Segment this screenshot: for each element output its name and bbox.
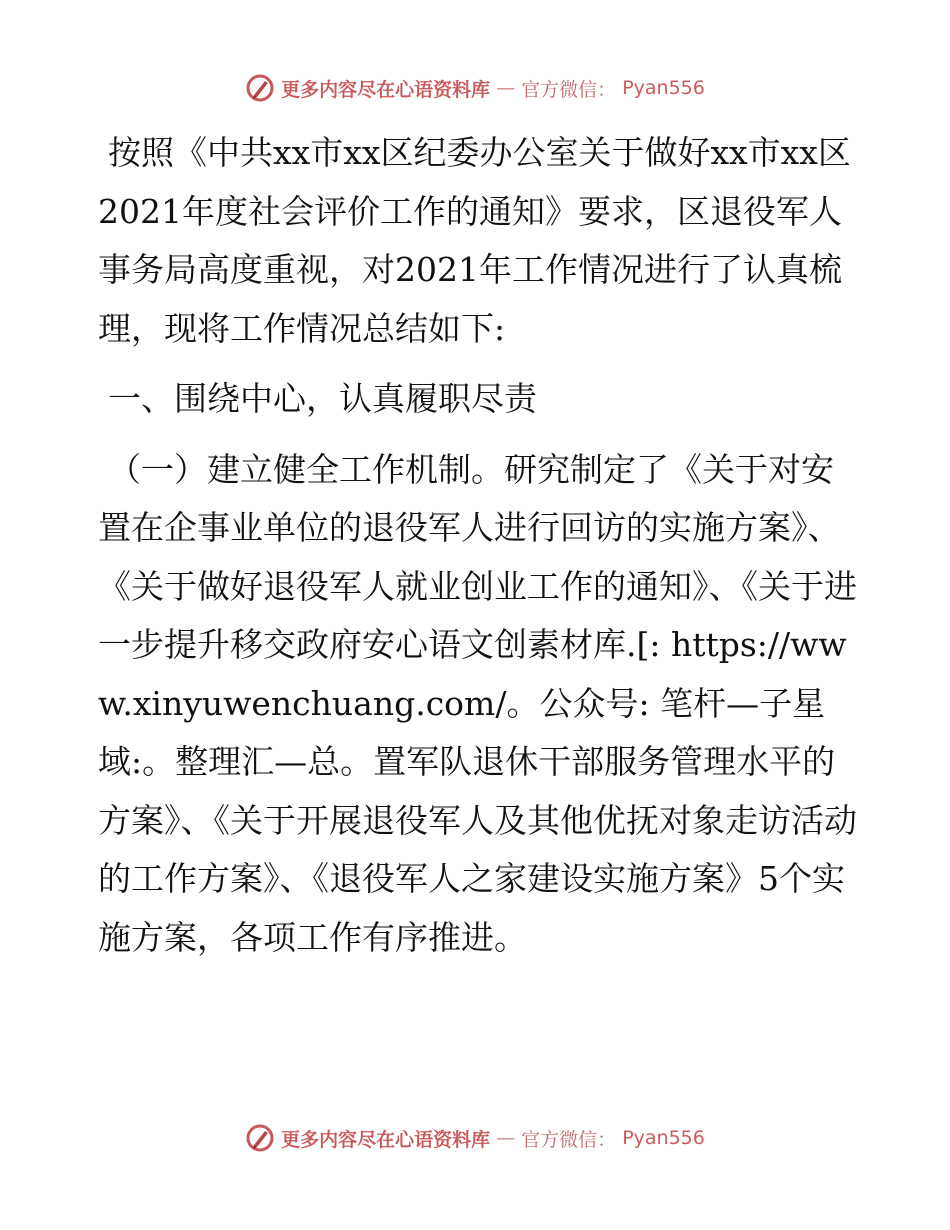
pen-logo-icon [245, 73, 275, 103]
watermark-wechat-id: Pyan556 [622, 1127, 705, 1149]
mechanism-paragraph: （一）建立健全工作机制。研究制定了《关于对安置在企事业单位的退役军人进行回访的实施方案》、《关于做好退役军人就业创业工作的通知》、《关于进一步提升移交政府安心语文创素材库.[: https://www.xinyuwenchuang.com/。公众号: 笔杆—子星域:。整理汇—总。置军队退休干部服务管理水平的方案》、《关于开展退役军人及其他优抚对象走访活动的工作方案》、《退役军人之家建设实施方案》5个实施方案，各项工作有序推进。 [98, 449, 857, 957]
watermark-label: 官方微信： [521, 1128, 617, 1151]
pen-logo-icon [245, 1123, 275, 1153]
document-body [98, 124, 858, 967]
footer-watermark [0, 1123, 950, 1153]
intro-paragraph: 按照《中共xx市xx区纪委办公室关于做好xx市xx区2021年度社会评价工作的通知》要求，区退役军人事务局高度重视，对2021年工作情况进行了认真梳理，现将工作情况总结如下: [98, 133, 851, 348]
watermark-separator: — [496, 77, 516, 99]
watermark-site: 更多内容尽在心语资料库 [281, 78, 491, 101]
watermark-label: 官方微信： [521, 78, 617, 101]
watermark-separator: — [496, 1127, 516, 1149]
watermark-wechat-id: Pyan556 [622, 77, 705, 99]
section-heading: 一、围绕中心，认真履职尽责 [108, 379, 537, 418]
header-watermark [0, 73, 950, 103]
watermark-site: 更多内容尽在心语资料库 [281, 1128, 491, 1151]
